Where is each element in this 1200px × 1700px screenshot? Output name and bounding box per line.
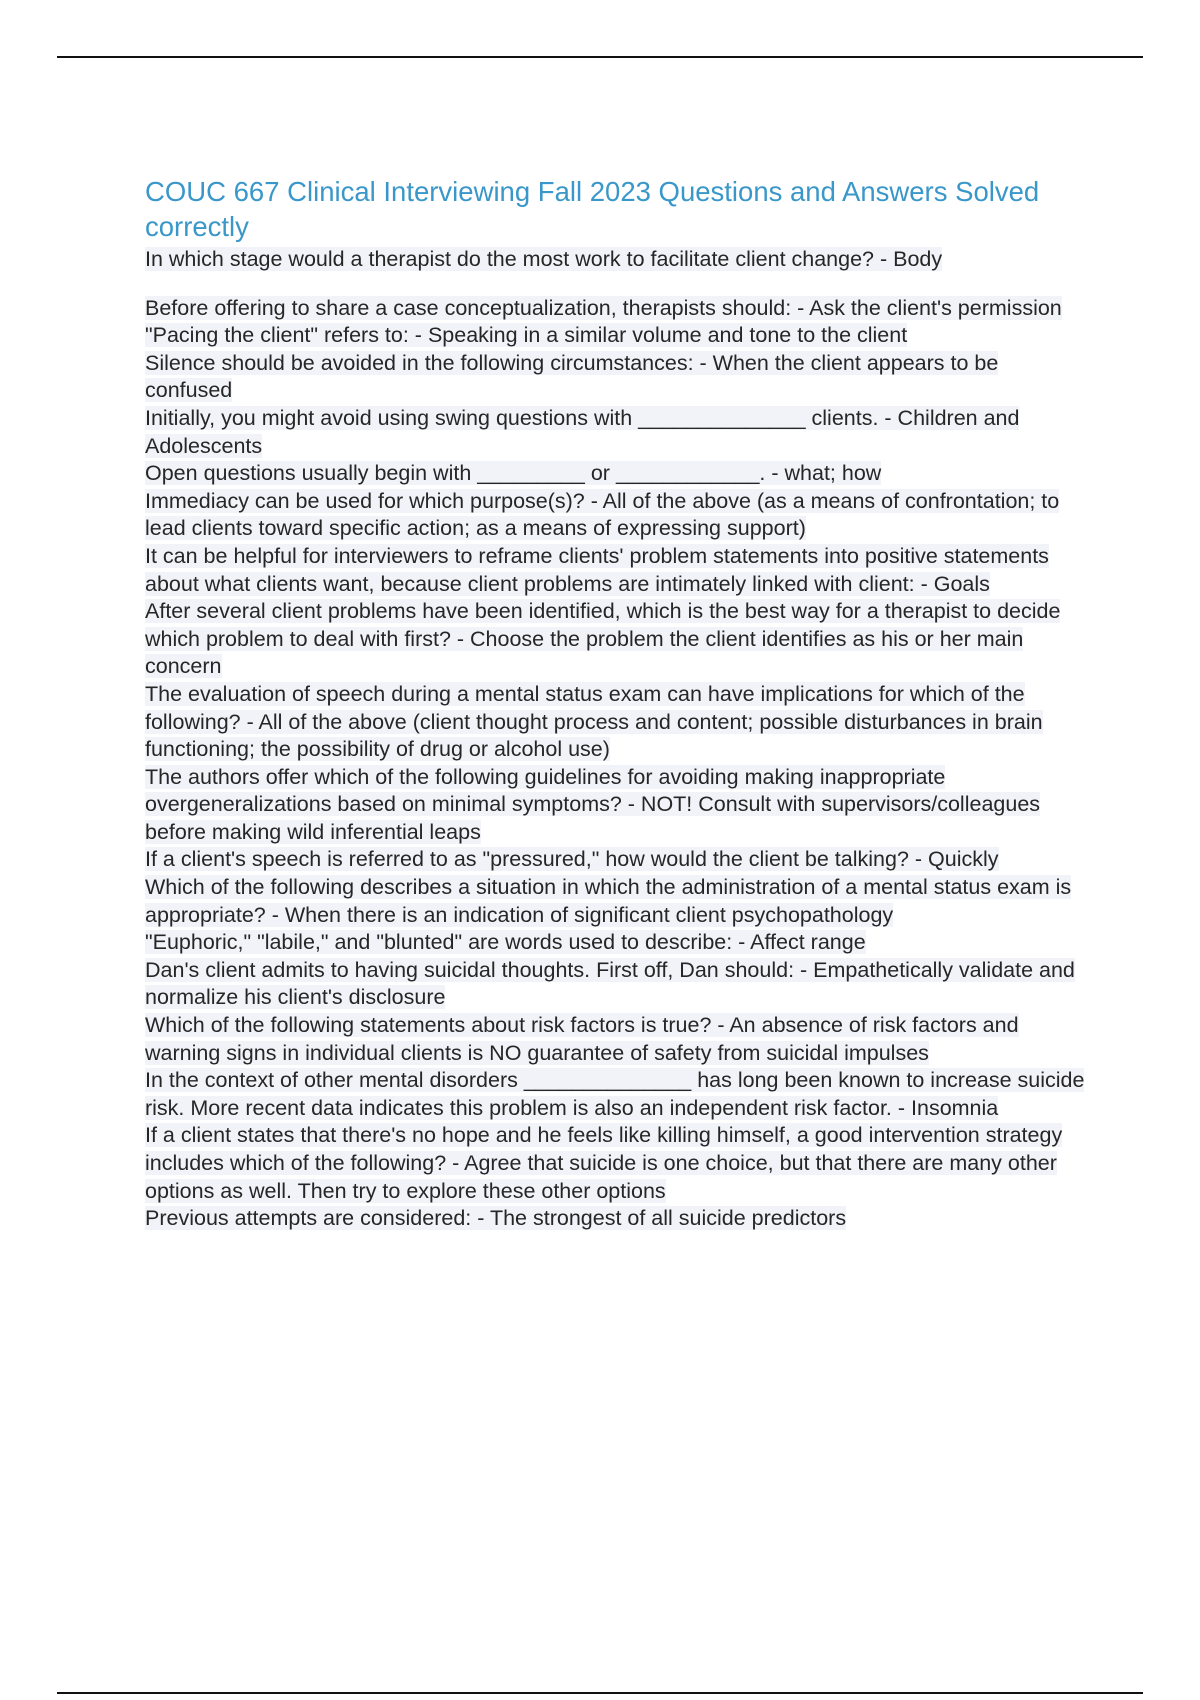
qa-text: Immediacy can be used for which purpose(s)? - All of the above (as a means of confrontation; to lead clients toward specific action; as a means of expressing support) — [145, 488, 1060, 541]
qa-item — [145, 1205, 1090, 1233]
qa-text: Initially, you might avoid using swing questions with ______________ clients. - Children and Adolescents — [145, 405, 1020, 458]
qa-text: "Pacing the client" refers to: - Speaking in a similar volume and tone to the client — [145, 323, 908, 348]
qa-item — [145, 322, 1090, 350]
qa-text: It can be helpful for interviewers to reframe clients' problem statements into positive statements about what clients want, because client problems are intimately linked with client: - Goals — [145, 543, 1049, 596]
qa-text: Previous attempts are considered: - The strongest of all suicide predictors — [145, 1206, 847, 1231]
qa-item — [145, 295, 1090, 323]
qa-item — [145, 957, 1090, 1012]
qa-item — [145, 874, 1090, 929]
qa-item — [145, 1012, 1090, 1067]
qa-text: The evaluation of speech during a mental status exam can have implications for which of the following? - All of the above (client thought process and content; possible disturbances in brain functioning; the possibility of drug or alcohol use) — [145, 681, 1043, 762]
qa-item — [145, 929, 1090, 957]
qa-item — [145, 1067, 1090, 1122]
qa-text: Which of the following statements about risk factors is true? - An absence of risk factors and warning signs in individual clients is NO guarantee of safety from suicidal impulses — [145, 1013, 1019, 1065]
qa-item — [145, 681, 1090, 764]
qa-text: If a client's speech is referred to as "pressured," how would the client be talking? - Quickly — [145, 847, 999, 872]
qa-item — [145, 350, 1090, 405]
qa-item — [145, 543, 1090, 598]
document-title: COUC 667 Clinical Interviewing Fall 2023 Questions and Answers Solved correctly — [145, 176, 1040, 242]
qa-item — [145, 488, 1090, 543]
qa-text: Open questions usually begin with _________ or ____________. - what; how — [145, 461, 882, 486]
qa-text: Before offering to share a case conceptualization, therapists should: - Ask the client's permission — [145, 295, 1062, 320]
qa-item — [145, 764, 1090, 847]
qa-item — [145, 460, 1090, 488]
footer-rule — [57, 1692, 1143, 1694]
qa-item — [145, 246, 1090, 274]
qa-text: In the context of other mental disorders ______________ has long been known to increase suicide risk. More recent data indicates this problem is also an independent risk factor. - Insomnia — [145, 1068, 1085, 1120]
qa-item — [145, 1122, 1090, 1205]
qa-text: After several client problems have been identified, which is the best way for a therapist to decide which problem to deal with first? - Choose the problem the client identifies as his or her main concern — [145, 599, 1061, 679]
qa-text: "Euphoric," "labile," and "blunted" are words used to describe: - Affect range — [145, 930, 866, 955]
qa-list — [145, 246, 1090, 1233]
qa-item — [145, 405, 1090, 460]
qa-text: If a client states that there's no hope and he feels like killing himself, a good intervention strategy includes which of the following? - Agree that suicide is one choice, but that there are many other options as well. Then try to explore these other options — [145, 1123, 1063, 1203]
qa-text: Which of the following describes a situation in which the administration of a mental status exam is appropriate? - When there is an indication of significant client psychopathology — [145, 875, 1072, 927]
document-body — [145, 174, 1090, 1233]
qa-text: Dan's client admits to having suicidal thoughts. First off, Dan should: - Empathetically validate and normalize his client's disclosure — [145, 957, 1075, 1010]
qa-text: In which stage would a therapist do the most work to facilitate client change? - Body — [145, 247, 943, 271]
qa-item — [145, 598, 1090, 681]
qa-text: The authors offer which of the following guidelines for avoiding making inappropriate overgeneralizations based on minimal symptoms? - NOT! Consult with supervisors/colleagues before making wild inferential leaps — [145, 764, 1041, 844]
header-rule — [57, 56, 1143, 58]
qa-text: Silence should be avoided in the following circumstances: - When the client appears to be confused — [145, 350, 999, 403]
qa-item — [145, 846, 1090, 874]
